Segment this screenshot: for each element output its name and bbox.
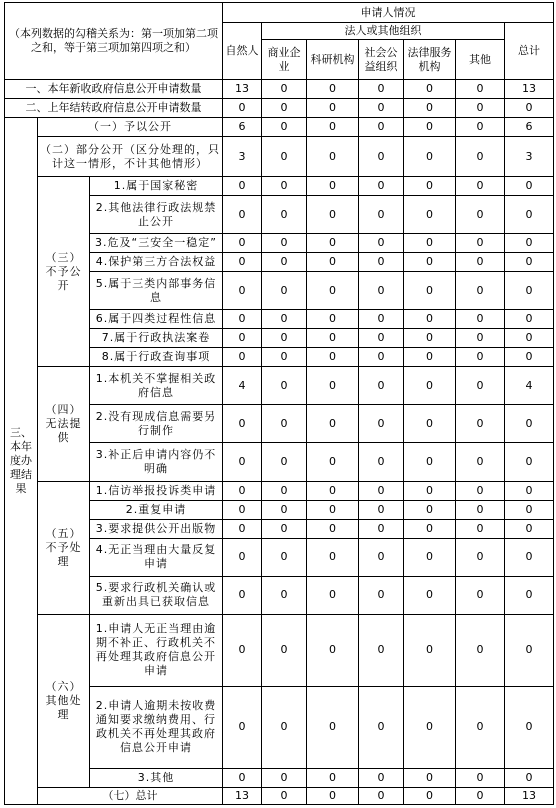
- table-row: [5, 481, 554, 500]
- value-cell: 13: [505, 787, 554, 804]
- value-cell: 4: [505, 367, 554, 405]
- value-cell: 0: [262, 768, 307, 787]
- value-cell: 0: [359, 614, 404, 686]
- header-applicant: 申请人情况: [223, 3, 554, 23]
- row-label: 4.无正当理由大量反复申请: [90, 538, 223, 576]
- value-cell: 0: [505, 405, 554, 443]
- row-label: 8.属于行政查询事项: [90, 348, 223, 367]
- value-cell: 0: [307, 177, 359, 196]
- row-label: 2.重复申请: [90, 500, 223, 519]
- value-cell: 0: [359, 348, 404, 367]
- value-cell: 0: [456, 137, 505, 177]
- value-cell: 0: [359, 99, 404, 118]
- row-label: 7.属于行政执法案卷: [90, 329, 223, 348]
- value-cell: 0: [404, 538, 456, 576]
- value-cell: 0: [262, 99, 307, 118]
- value-cell: 0: [404, 196, 456, 234]
- value-cell: 0: [307, 481, 359, 500]
- value-cell: 0: [223, 538, 262, 576]
- header-research: 科研机构: [307, 40, 359, 80]
- value-cell: 0: [456, 481, 505, 500]
- value-cell: 0: [262, 196, 307, 234]
- value-cell: 0: [223, 500, 262, 519]
- value-cell: 0: [359, 329, 404, 348]
- value-cell: 0: [262, 80, 307, 99]
- value-cell: 0: [307, 329, 359, 348]
- table-row: [5, 367, 554, 405]
- value-cell: 0: [456, 500, 505, 519]
- row-label: （七）总计: [38, 787, 223, 804]
- value-cell: 0: [404, 253, 456, 272]
- table-row: [5, 137, 554, 177]
- value-cell: 0: [359, 768, 404, 787]
- row-label: （一）予以公开: [38, 118, 223, 137]
- value-cell: 0: [456, 310, 505, 329]
- value-cell: 0: [456, 99, 505, 118]
- value-cell: 0: [262, 405, 307, 443]
- disclosure-statistics-table: [4, 2, 554, 805]
- value-cell: 0: [505, 234, 554, 253]
- value-cell: 0: [223, 576, 262, 614]
- value-cell: 0: [505, 196, 554, 234]
- value-cell: 0: [456, 768, 505, 787]
- value-cell: 0: [505, 519, 554, 538]
- value-cell: 0: [359, 405, 404, 443]
- value-cell: 0: [404, 137, 456, 177]
- value-cell: 0: [262, 253, 307, 272]
- value-cell: 0: [223, 519, 262, 538]
- value-cell: 0: [223, 253, 262, 272]
- value-cell: 0: [404, 787, 456, 804]
- value-cell: 0: [505, 253, 554, 272]
- group-label: （六）其他处理: [38, 614, 90, 787]
- value-cell: 0: [307, 787, 359, 804]
- value-cell: 0: [404, 177, 456, 196]
- value-cell: 0: [505, 329, 554, 348]
- row-label: 1.本机关不掌握相关政府信息: [90, 367, 223, 405]
- value-cell: 0: [456, 80, 505, 99]
- value-cell: 0: [456, 118, 505, 137]
- value-cell: 0: [262, 576, 307, 614]
- value-cell: 0: [223, 99, 262, 118]
- value-cell: 0: [404, 686, 456, 768]
- value-cell: 0: [359, 118, 404, 137]
- header-legal-service: 法律服务机构: [404, 40, 456, 80]
- value-cell: 0: [359, 80, 404, 99]
- value-cell: 0: [505, 538, 554, 576]
- value-cell: 0: [223, 443, 262, 481]
- table-row: [5, 80, 554, 99]
- value-cell: 0: [359, 538, 404, 576]
- value-cell: 13: [505, 80, 554, 99]
- value-cell: 0: [223, 272, 262, 310]
- value-cell: 13: [223, 787, 262, 804]
- value-cell: 0: [505, 177, 554, 196]
- table-row: [5, 118, 554, 137]
- value-cell: 0: [262, 481, 307, 500]
- value-cell: 0: [262, 614, 307, 686]
- value-cell: 0: [505, 481, 554, 500]
- value-cell: 0: [262, 538, 307, 576]
- value-cell: 0: [223, 310, 262, 329]
- value-cell: 0: [223, 196, 262, 234]
- value-cell: 0: [456, 405, 505, 443]
- value-cell: 0: [404, 443, 456, 481]
- value-cell: 0: [359, 234, 404, 253]
- header-total: 总计: [505, 23, 554, 80]
- value-cell: 0: [307, 234, 359, 253]
- row-label: 1.属于国家秘密: [90, 177, 223, 196]
- row-label: 3.补正后申请内容仍不明确: [90, 443, 223, 481]
- value-cell: 0: [307, 500, 359, 519]
- value-cell: 0: [359, 367, 404, 405]
- value-cell: 0: [404, 576, 456, 614]
- value-cell: 6: [505, 118, 554, 137]
- row-label: 2.没有现成信息需要另行制作: [90, 405, 223, 443]
- value-cell: 0: [223, 348, 262, 367]
- value-cell: 0: [307, 253, 359, 272]
- row-label: （二）部分公开（区分处理的，只计这一情形，不计其他情形）: [38, 137, 223, 177]
- row-label: 3.危及“三安全一稳定”: [90, 234, 223, 253]
- value-cell: 0: [404, 405, 456, 443]
- header-other: 其他: [456, 40, 505, 80]
- value-cell: 13: [223, 80, 262, 99]
- value-cell: 0: [404, 234, 456, 253]
- value-cell: 0: [404, 272, 456, 310]
- value-cell: 0: [404, 367, 456, 405]
- value-cell: 0: [307, 614, 359, 686]
- value-cell: 0: [307, 80, 359, 99]
- value-cell: 0: [262, 234, 307, 253]
- value-cell: 0: [223, 234, 262, 253]
- value-cell: 0: [262, 118, 307, 137]
- header-note: （本列数据的勾稽关系为：第一项加第二项之和，等于第三项加第四项之和）: [5, 3, 223, 80]
- value-cell: 3: [505, 137, 554, 177]
- row-label: 5.属于三类内部事务信息: [90, 272, 223, 310]
- value-cell: 0: [262, 310, 307, 329]
- header-natural-person: 自然人: [223, 23, 262, 80]
- value-cell: 0: [456, 614, 505, 686]
- value-cell: 0: [404, 481, 456, 500]
- value-cell: 0: [307, 519, 359, 538]
- row-label: 1.申请人无正当理由逾期不补正、行政机关不再处理其政府信息公开申请: [90, 614, 223, 686]
- value-cell: 0: [359, 137, 404, 177]
- value-cell: 0: [307, 272, 359, 310]
- value-cell: 0: [223, 614, 262, 686]
- value-cell: 0: [359, 310, 404, 329]
- header-row: [5, 3, 554, 23]
- value-cell: 0: [359, 481, 404, 500]
- value-cell: 0: [359, 272, 404, 310]
- row-label: 4.保护第三方合法权益: [90, 253, 223, 272]
- value-cell: 0: [456, 177, 505, 196]
- value-cell: 0: [456, 234, 505, 253]
- value-cell: 0: [262, 177, 307, 196]
- value-cell: 0: [262, 443, 307, 481]
- results-section-label: 三、本年度办理结果: [5, 118, 38, 805]
- table-row: [5, 99, 554, 118]
- group-label: （五）不予处理: [38, 481, 90, 614]
- value-cell: 0: [359, 787, 404, 804]
- value-cell: 0: [307, 348, 359, 367]
- value-cell: 0: [404, 768, 456, 787]
- row-label: 1.信访举报投诉类申请: [90, 481, 223, 500]
- value-cell: 0: [262, 329, 307, 348]
- value-cell: 0: [505, 310, 554, 329]
- value-cell: 0: [505, 272, 554, 310]
- value-cell: 0: [404, 80, 456, 99]
- value-cell: 0: [456, 272, 505, 310]
- table-row: [5, 614, 554, 686]
- value-cell: 0: [404, 500, 456, 519]
- value-cell: 0: [307, 367, 359, 405]
- value-cell: 0: [223, 177, 262, 196]
- value-cell: 0: [505, 443, 554, 481]
- value-cell: 0: [456, 576, 505, 614]
- value-cell: 4: [223, 367, 262, 405]
- value-cell: 0: [456, 253, 505, 272]
- value-cell: 0: [223, 481, 262, 500]
- row-label: 2.申请人逾期未按收费通知要求缴纳费用、行政机关不再处理其政府信息公开申请: [90, 686, 223, 768]
- row-label: 6.属于四类过程性信息: [90, 310, 223, 329]
- value-cell: 0: [307, 137, 359, 177]
- value-cell: 0: [456, 348, 505, 367]
- value-cell: 0: [404, 329, 456, 348]
- value-cell: 6: [223, 118, 262, 137]
- value-cell: 0: [262, 367, 307, 405]
- value-cell: 0: [223, 686, 262, 768]
- row-label: 5.要求行政机关确认或重新出具已获取信息: [90, 576, 223, 614]
- value-cell: 0: [262, 686, 307, 768]
- value-cell: 0: [505, 768, 554, 787]
- group-label: （四）无法提供: [38, 367, 90, 481]
- value-cell: 0: [404, 310, 456, 329]
- value-cell: 0: [262, 348, 307, 367]
- value-cell: 3: [223, 137, 262, 177]
- table-row: [5, 787, 554, 804]
- value-cell: 0: [359, 519, 404, 538]
- value-cell: 0: [456, 686, 505, 768]
- header-commercial: 商业企业: [262, 40, 307, 80]
- row-label: 2.其他法律行政法规禁止公开: [90, 196, 223, 234]
- value-cell: 0: [262, 272, 307, 310]
- value-cell: 0: [307, 196, 359, 234]
- table-row: [5, 177, 554, 196]
- row-label: 一、本年新收政府信息公开申请数量: [5, 80, 223, 99]
- value-cell: 0: [307, 310, 359, 329]
- value-cell: 0: [505, 348, 554, 367]
- value-cell: 0: [456, 538, 505, 576]
- row-label: 3.其他: [90, 768, 223, 787]
- header-public-welfare: 社会公益组织: [359, 40, 404, 80]
- value-cell: 0: [359, 443, 404, 481]
- value-cell: 0: [307, 686, 359, 768]
- value-cell: 0: [262, 787, 307, 804]
- value-cell: 0: [359, 196, 404, 234]
- value-cell: 0: [456, 519, 505, 538]
- value-cell: 0: [359, 253, 404, 272]
- value-cell: 0: [359, 177, 404, 196]
- value-cell: 0: [307, 405, 359, 443]
- row-label: 3.要求提供公开出版物: [90, 519, 223, 538]
- value-cell: 0: [359, 686, 404, 768]
- value-cell: 0: [223, 768, 262, 787]
- value-cell: 0: [456, 329, 505, 348]
- value-cell: 0: [456, 196, 505, 234]
- value-cell: 0: [404, 519, 456, 538]
- value-cell: 0: [505, 686, 554, 768]
- group-label: （三）不予公开: [38, 177, 90, 367]
- value-cell: 0: [359, 576, 404, 614]
- value-cell: 0: [456, 367, 505, 405]
- row-label: 二、上年结转政府信息公开申请数量: [5, 99, 223, 118]
- value-cell: 0: [307, 538, 359, 576]
- value-cell: 0: [262, 500, 307, 519]
- value-cell: 0: [223, 329, 262, 348]
- value-cell: 0: [307, 768, 359, 787]
- value-cell: 0: [456, 787, 505, 804]
- value-cell: 0: [505, 614, 554, 686]
- value-cell: 0: [307, 99, 359, 118]
- value-cell: 0: [404, 614, 456, 686]
- value-cell: 0: [223, 405, 262, 443]
- value-cell: 0: [307, 118, 359, 137]
- value-cell: 0: [307, 576, 359, 614]
- value-cell: 0: [505, 500, 554, 519]
- value-cell: 0: [307, 443, 359, 481]
- value-cell: 0: [456, 443, 505, 481]
- value-cell: 0: [505, 576, 554, 614]
- value-cell: 0: [404, 118, 456, 137]
- value-cell: 0: [505, 99, 554, 118]
- value-cell: 0: [262, 137, 307, 177]
- value-cell: 0: [262, 519, 307, 538]
- value-cell: 0: [404, 348, 456, 367]
- header-legal-group: 法人或其他组织: [262, 23, 505, 40]
- value-cell: 0: [404, 99, 456, 118]
- value-cell: 0: [359, 500, 404, 519]
